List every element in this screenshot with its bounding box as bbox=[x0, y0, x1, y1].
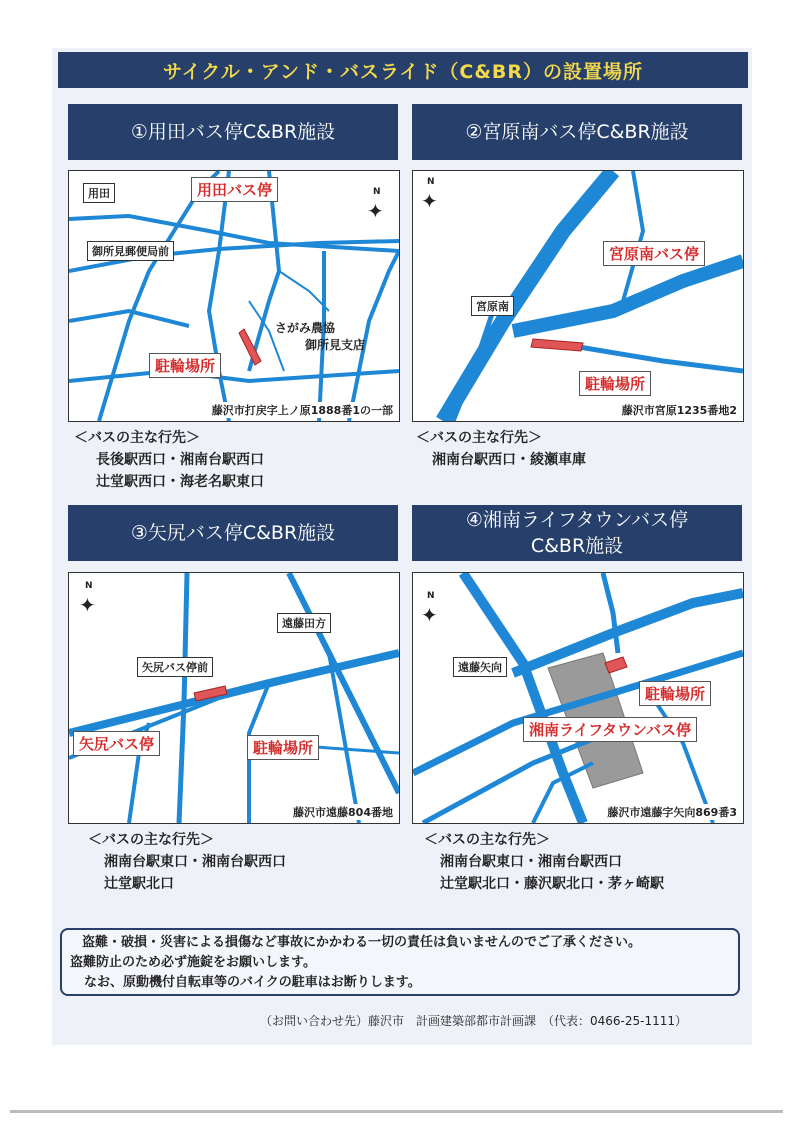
compass-n-3: N bbox=[85, 581, 93, 591]
compass-n-1: N bbox=[373, 187, 381, 197]
contact-info: （お問い合わせ先）藤沢市 計画建築部都市計画課 （代表：0466-25-1111） bbox=[260, 1014, 688, 1028]
area-label-1b: 御所見郵便局前 bbox=[87, 241, 174, 261]
facility-4-title-line2: C&BR施設 bbox=[530, 535, 624, 557]
destination-line: 辻堂駅北口 bbox=[104, 876, 174, 892]
area-label-3: 遠藤田方 bbox=[277, 613, 331, 633]
notice-line: 盗難防止のため必ず施錠をお願いします。 bbox=[70, 955, 316, 970]
facility-2-title: ②宮原南バス停C&BR施設 bbox=[412, 104, 742, 160]
parking-label-4: 駐輪場所 bbox=[639, 681, 711, 706]
facility-4-title bbox=[412, 505, 742, 561]
facility-3-map bbox=[68, 572, 400, 824]
area-label-2: 宮原南 bbox=[471, 296, 514, 316]
area-label-4: 遠藤矢向 bbox=[453, 657, 507, 677]
destination-line: 湘南台駅西口・綾瀬車庫 bbox=[432, 452, 586, 468]
notice-line: なお、原動機付自転車等のバイクの駐車はお断りします。 bbox=[84, 975, 421, 990]
facility-1-map bbox=[68, 170, 400, 422]
bus-stop-label-2: 宮原南バス停 bbox=[603, 241, 705, 266]
facility-4-map bbox=[412, 572, 744, 824]
compass-icon: ✦ bbox=[421, 603, 438, 627]
bus-stop-label-1: 用田バス停 bbox=[191, 177, 278, 202]
landmark-label-1: さがみ農協 bbox=[275, 321, 336, 335]
compass-icon: ✦ bbox=[367, 199, 384, 223]
parking-label-1: 駐輪場所 bbox=[149, 353, 221, 378]
destinations-heading-1: ＜バスの主な行先＞ bbox=[74, 430, 200, 446]
facility-3-title: ③矢尻バス停C&BR施設 bbox=[68, 505, 398, 561]
landmark-label-1b: 御所見支店 bbox=[305, 338, 366, 352]
destinations-heading-4: ＜バスの主な行先＞ bbox=[424, 832, 550, 848]
area-label-1: 用田 bbox=[83, 183, 115, 203]
destinations-heading-2: ＜バスの主な行先＞ bbox=[416, 430, 542, 446]
destination-line: 湘南台駅東口・湘南台駅西口 bbox=[104, 854, 286, 870]
destinations-heading-3: ＜バスの主な行先＞ bbox=[88, 832, 214, 848]
destination-line: 湘南台駅東口・湘南台駅西口 bbox=[440, 854, 622, 870]
address-2: 藤沢市宮原1235番地2 bbox=[621, 404, 737, 417]
destination-line: 辻堂駅北口・藤沢駅北口・茅ヶ崎駅 bbox=[440, 876, 664, 892]
parking-label-3: 駐輪場所 bbox=[247, 735, 319, 760]
area-label-3b: 矢尻バス停前 bbox=[137, 657, 213, 677]
facility-3-roads bbox=[69, 573, 399, 823]
page-title: サイクル・アンド・バスライド（C&BR）の設置場所 bbox=[58, 52, 748, 88]
compass-icon: ✦ bbox=[79, 593, 96, 617]
address-3: 藤沢市遠藤804番地 bbox=[293, 806, 393, 819]
facility-4-title-line1: ④湘南ライフタウンバス停 bbox=[465, 509, 689, 531]
bus-stop-label-4: 湘南ライフタウンバス停 bbox=[523, 717, 697, 742]
facility-2-roads bbox=[413, 171, 743, 421]
address-4: 藤沢市遠藤字矢向869番3 bbox=[607, 806, 737, 819]
page-bottom-rule bbox=[10, 1110, 783, 1113]
notice-line: 盗難・破損・災害による損傷など事故にかかわる一切の責任は負いませんのでご了承ください。 bbox=[82, 935, 642, 950]
parking-label-2: 駐輪場所 bbox=[579, 371, 651, 396]
destination-line: 長後駅西口・湘南台駅西口 bbox=[96, 452, 264, 468]
notice-box bbox=[60, 928, 740, 996]
compass-n-4: N bbox=[427, 591, 435, 601]
facility-1-title: ①用田バス停C&BR施設 bbox=[68, 104, 398, 160]
address-1: 藤沢市打戻字上ノ原1888番1の一部 bbox=[211, 404, 393, 417]
destination-line: 辻堂駅西口・海老名駅東口 bbox=[96, 474, 264, 490]
compass-icon: ✦ bbox=[421, 189, 438, 213]
compass-n-2: N bbox=[427, 177, 435, 187]
facility-1-roads bbox=[69, 171, 399, 421]
bus-stop-label-3: 矢尻バス停 bbox=[73, 731, 160, 756]
facility-2-map bbox=[412, 170, 744, 422]
